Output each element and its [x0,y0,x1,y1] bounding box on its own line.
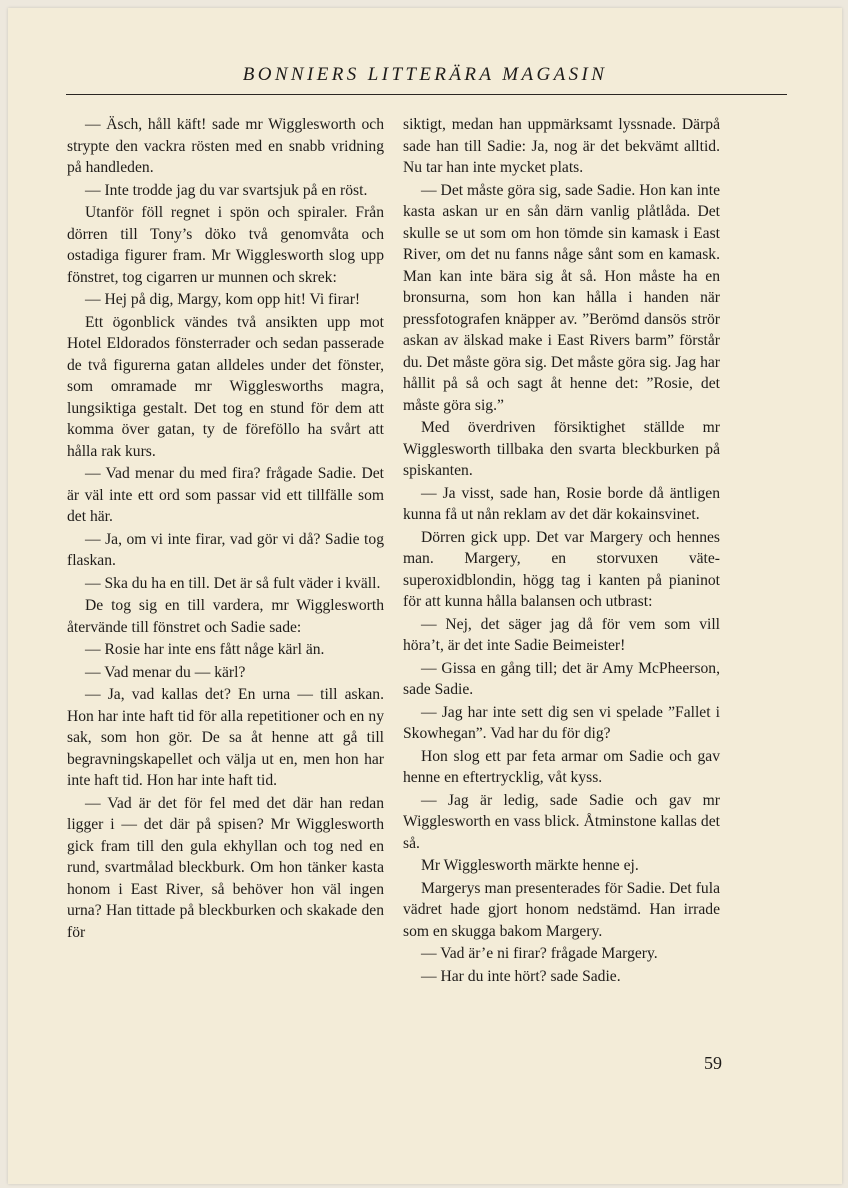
paragraph: — Vad menar du — kärl? [85,663,246,681]
paragraph: Hon slog ett par feta armar om Sadie och gav henne en eftertrycklig, våt kyss. [403,747,720,786]
paragraph: — Har du inte hört? sade Sadie. [421,967,621,985]
paragraph: — Nej, det säger jag då för vem som vill höra’t, är det inte Sadie Beimeister! [403,615,720,654]
paragraph: Ett ögonblick vändes två ansikten upp mot Hotel Eldorados fönsterrader och sedan passerade de två figurerna gatan alldeles under det fönster, som omramade mr Wigglesworths magra, lungsiktiga gestalt. Det tog en stund för dem att komma över gatan, ty de föreföllo ha svårt att hålla rak kurs. [67,313,384,460]
paragraph: — Vad menar du med fira? frågade Sadie. Det är väl inte ett ord som passar vid ett tillfälle som det här. [67,465,384,525]
running-header: BONNIERS LITTERÄRA MAGASIN [242,64,608,85]
paragraph: — Ja, om vi inte firar, vad gör vi då? Sadie tog flaskan. [67,530,384,569]
header-rule [66,94,787,95]
paragraph: Mr Wigglesworth märkte henne ej. [421,857,639,874]
left-column [67,114,384,944]
paragraph: — Rosie har inte ens fått någe kärl än. [85,641,325,658]
paragraph-continuation: siktigt, medan han uppmärksamt lyssnade. Därpå sade han till Sadie: Ja, nog är det bekvämt alltid. Nu tar han inte mycket plats. [403,116,720,176]
paragraph: Med överdriven försiktighet ställde mr Wigglesworth tillbaka den svarta bleckburken på spiskanten. [403,419,720,479]
paragraph: — Äsch, håll käft! sade mr Wigglesworth och strypte den vackra rösten med en snabb vridning på handleden. [67,116,384,176]
paragraph: De tog sig en till vardera, mr Wigglesworth återvände till fönstret och Sadie sade: [67,597,384,636]
paragraph: — Jag är ledig, sade Sadie och gav mr Wigglesworth en vass blick. Åtminstone kallas det så. [403,791,720,852]
paragraph: — Hej på dig, Margy, kom opp hit! Vi firar! [85,291,361,308]
paragraph: — Ja visst, sade han, Rosie borde då äntligen kunna få ut nån reklam av det där kokainsvinet. [403,484,720,523]
magazine-page [8,8,842,1184]
page-number: 59 [704,1053,722,1073]
paragraph: — Vad är’e ni firar? frågade Margery. [421,945,658,962]
paragraph: — Gissa en gång till; det är Amy McPheerson, sade Sadie. [403,659,720,698]
paragraph: — Ja, vad kallas det? En urna — till askan. Hon har inte haft tid för alla repetitioner och en ny sak, som hon gör. De sa åt henne att gå till begravningskapellet och välja ut en, men hon har inte haft tid. Hon har inte haft tid. [67,686,384,789]
paragraph: Dörren gick upp. Det var Margery och hennes man. Margery, en storvuxen vätesuperoxidblondin, högg tag i kanten på pianinot för att kunna hålla balansen och utbrast: [403,528,720,610]
paragraph: Utanför föll regnet i spön och spiraler. Från dörren till Tony’s döko två genomvåta och ostadiga figurer fram. Mr Wigglesworth slog upp fönstret, tog cigarren ur munnen och skrek: [67,204,384,286]
paragraph: — Det måste göra sig, sade Sadie. Hon kan inte kasta askan ur en sån därn vanlig plåtlåda. Det skulle se ut som om hon tömde sin kamask i East River, om det nu fanns någe sånt som en kamask. Man kan inte bära sig åt så. Hon måste ha en bronsurna, som hon kan hålla i handen när pressfotografen knäpper av. ”Berömd dansös strör askan av älskad make i East Rivers barm” förstår du. Det måste göra sig. Det måste göra sig. Jag har hållit på så och sagt åt henne det: ”Rosie, det måste göra sig.” [403,181,720,414]
paragraph: — Ska du ha en till. Det är så fult väder i kväll. [85,574,381,592]
paragraph: — Inte trodde jag du var svartsjuk på en röst. [85,181,368,199]
right-column [403,114,720,988]
paragraph: Margerys man presenterades för Sadie. Det fula vädret hade gjort honom nedstämd. Han irrade som en skugga bakom Margery. [403,879,720,940]
paragraph: — Vad är det för fel med det där han redan ligger i — det där på spisen? Mr Wigglesworth gick fram till den gula ekhyllan och tog ned en rund, svartmålad bleckburk. Om hon tänker kasta honom i East River, så behöver hon väl ingen urna? Han tittade på bleckburken och skakade den för [67,794,384,941]
paragraph: — Jag har inte sett dig sen vi spelade ”Fallet i Skowhegan”. Vad har du för dig? [403,703,720,742]
